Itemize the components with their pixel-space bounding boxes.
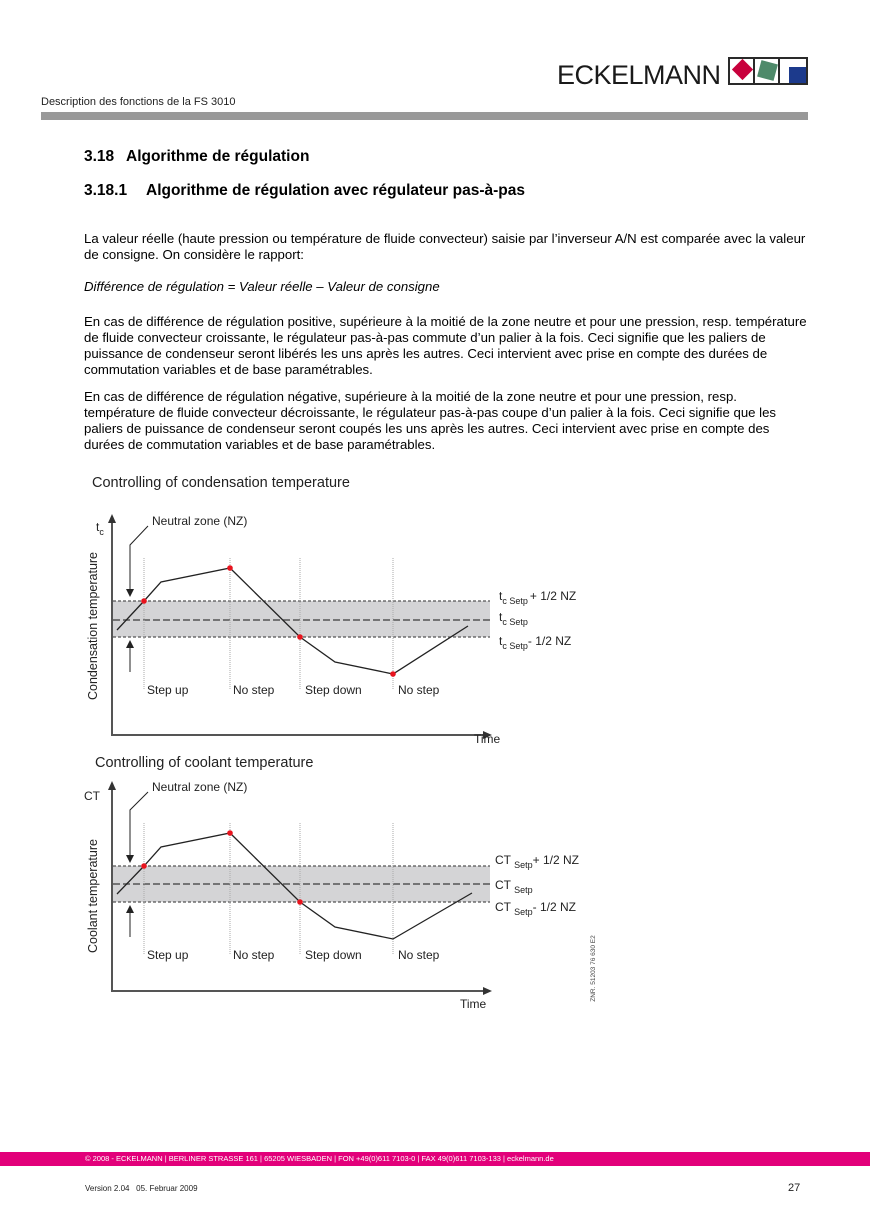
y-axis-label: Condensation temperature	[86, 551, 100, 700]
neutral-zone-label: Neutral zone (NZ)	[152, 514, 248, 528]
switch-point	[297, 899, 303, 905]
phase-label-step-up: Step up	[147, 948, 189, 962]
band-label-setpoint: $t_{c Setp}$	[499, 610, 528, 627]
section-number: 3.18	[84, 148, 115, 165]
x-axis-label: Time	[460, 997, 487, 1011]
neutral-zone-leader	[130, 792, 148, 856]
switch-point	[141, 863, 147, 869]
phase-label-step-up: Step up	[147, 683, 189, 697]
y-symbol: CT	[84, 789, 100, 803]
band-label-upper: CT $_{Setp}$+ 1/2 NZ	[495, 853, 579, 870]
section-title: Algorithme de régulation	[126, 148, 310, 165]
subsection-number: 3.18.1	[84, 182, 128, 199]
phase-label-no-step: No step	[233, 683, 275, 697]
company-logo-text: ECKELMANN	[557, 60, 721, 90]
version-info: Version 2.04 05. Februar 2009	[85, 1184, 198, 1193]
phase-label-no-step: No step	[233, 948, 275, 962]
arrow-down-icon	[126, 855, 134, 863]
band-label-lower: $t_{c Setp}-$ 1/2 NZ	[499, 634, 572, 651]
band-label-upper: $t_{c Setp} + 1/2$ NZ	[499, 589, 577, 606]
band-label-lower: CT $_{Setp}$- 1/2 NZ	[495, 900, 576, 917]
document-title: Description des fonctions de la FS 3010	[41, 96, 236, 108]
arrow-up-icon	[126, 905, 134, 913]
paragraph-intro: La valeur réelle (haute pression ou température de fluide convecteur) saisie par l’inverseur A/N est comparée avec la valeur de consigne. On considère le rapport:	[84, 231, 806, 262]
page-number: 27	[788, 1182, 801, 1194]
band-label-setpoint: CT $_{Setp}$	[495, 878, 533, 895]
y-axis-arrow-icon	[108, 781, 116, 790]
y-axis-label: Coolant temperature	[86, 839, 100, 953]
phase-label-step-down: Step down	[305, 683, 362, 697]
diagram-title: Controlling of coolant temperature	[95, 755, 314, 771]
diagram-title: Controlling of condensation temperature	[92, 475, 350, 491]
footer-contact: © 2008 - ECKELMANN | BERLINER STRASSE 161 | 65205 WIESBADEN | FON +49(0)611 7103-0 | FAX 49(0)611 7103-133 | eckelmann.de	[85, 1154, 554, 1163]
paragraph-positive-difference: En cas de différence de régulation positive, supérieure à la moitié de la zone neutre et pour une pression, resp. température de fluide convecteur croissante, le régulateur pas-à-pas commute d’un palier à la fois. Ceci signifie que les paliers de puissance de condenseur seront libérés les uns après les autres. Ceci intervient avec prise en compte des durées de commutation variables et de base paramétrables.	[84, 314, 807, 377]
phase-label-step-down: Step down	[305, 948, 362, 962]
neutral-zone-label: Neutral zone (NZ)	[152, 780, 248, 794]
switch-point	[227, 830, 233, 836]
figure-reference: ZNR. 51203 76 630 E2	[589, 935, 597, 1002]
formula: Différence de régulation = Valeur réelle – Valeur de consigne	[84, 279, 440, 294]
y-symbol: $t_c$	[96, 520, 104, 537]
x-axis-label: Time	[474, 732, 501, 746]
phase-label-no-step: No step	[398, 948, 440, 962]
x-axis-arrow-icon	[483, 987, 492, 995]
phase-label-no-step: No step	[398, 683, 440, 697]
subsection-title: Algorithme de régulation avec régulateur pas-à-pas	[146, 182, 525, 199]
paragraph-negative-difference: En cas de différence de régulation négative, supérieure à la moitié de la zone neutre et pour une pression, resp. température de fluide convecteur décroissante, le régulateur pas-à-pas coupe d’un palier à la fois. Ceci signifie que les paliers de puissance de condenseur seront coupés les uns après les autres. Ceci intervient avec prise en compte des durées de commutation variables et de base paramétrables.	[84, 389, 777, 452]
